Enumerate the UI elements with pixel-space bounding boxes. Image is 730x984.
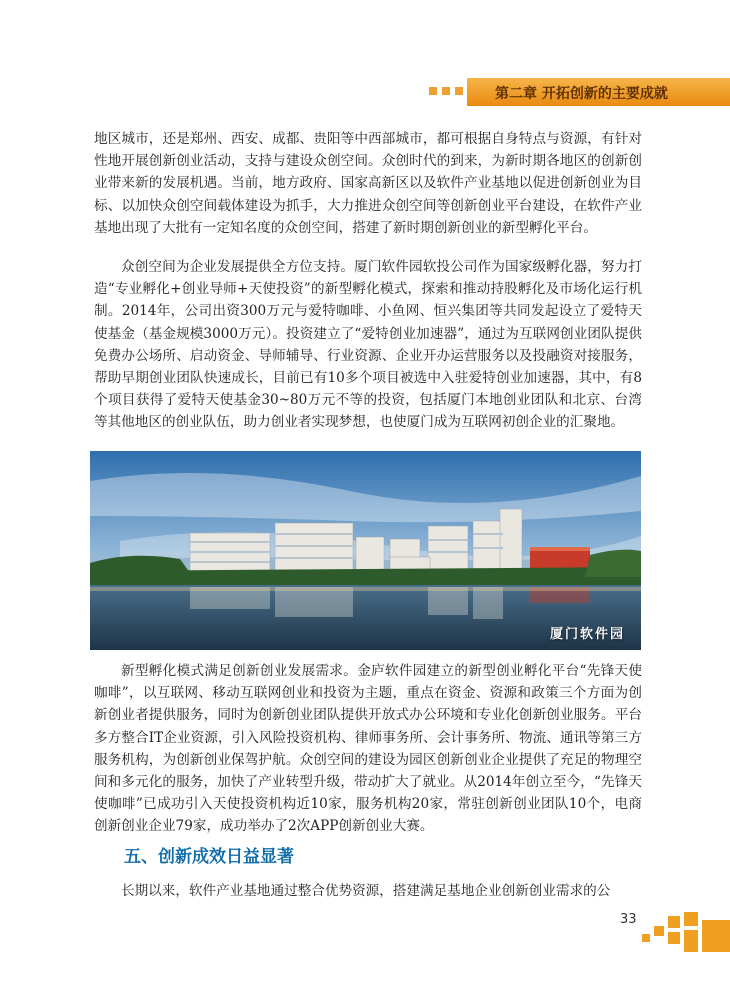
corner-pixel-decoration xyxy=(640,912,730,952)
body-paragraph-3: 新型孵化模式满足创新创业发展需求。金庐软件园建立的新型创业孵化平台“先锋天使咖啡”，以互联网、移动互联网创业和投资为主题，重点在资金、资源和政策三个方面为创新创业者提供服务，同时为创新创业团队提供开放式办公环境和专业化创新创业服务。平台多方整合IT企业资源，引入风险投资机构、律师事务所、会计事务所、物流、通讯等第三方服务机构，为创新创业保驾护航。众创空间的建设为园区创新创业企业提供了充足的物理空间和多元化的服务，加快了产业转型升级，带动扩大了就业。从2014年创立至今，“先锋天使咖啡”已成功引入天使投资机构近10家，服务机构20家，常驻创新创业团队10个，电商创新创业企业79家，成功举办了2次APP创新创业大赛。 xyxy=(94,663,642,835)
section-heading: 五、创新成效日益显著 xyxy=(124,847,294,867)
chapter-title: 第二章 开拓创新的主要成就 xyxy=(495,86,668,102)
photo-caption: 厦门软件园 xyxy=(549,627,625,642)
header-dots-decoration xyxy=(429,87,465,97)
xiamen-software-park-photo xyxy=(90,451,641,650)
park-panorama-image xyxy=(90,451,641,650)
body-paragraph-2: 众创空间为企业发展提供全方位支持。厦门软件园软投公司作为国家级孵化器，努力打造“专业孵化+创业导师+天使投资”的新型孵化模式，探索和推动持股孵化及市场化运行机制。2014年，公司出资300万元与爱特咖啡、小鱼网、恒兴集团等共同发起设立了爱特天使基金（基金规模3000万元）。投资建立了“爱特创业加速器”，通过为互联网创业团队提供免费办公场所、启动资金、导师辅导、行业资源、企业开办运营服务以及投融资对接服务，帮助早期创业团队快速成长，目前已有10多个项目被选中入驻爱特创业加速器，其中，有8个项目获得了爱特天使基金30~80万元不等的投资，包括厦门本地创业团队和北京、台湾等其他地区的创业队伍，助力创业者实现梦想，也使厦门成为互联网初创企业的汇聚地。 xyxy=(94,259,642,431)
body-paragraph-1: 地区城市，还是郑州、西安、成都、贵阳等中西部城市，都可根据自身特点与资源，有针对性地开展创新创业活动，支持与建设众创空间。众创时代的到来，为新时期各地区的创新创业带来新的发展机遇。当前，地方政府、国家高新区以及软件产业基地以促进创新创业为目标、以加快众创空间载体建设为抓手，大力推进众创空间等创新创业平台建设，在软件产业基地出现了大批有一定知名度的众创空间，搭建了新时期创新创业的新型孵化平台。 xyxy=(94,131,642,236)
page-number: 33 xyxy=(620,912,637,927)
chapter-header-bar xyxy=(467,78,730,106)
body-paragraph-4: 长期以来，软件产业基地通过整合优势资源，搭建满足基地企业创新创业需求的公 xyxy=(121,883,611,899)
